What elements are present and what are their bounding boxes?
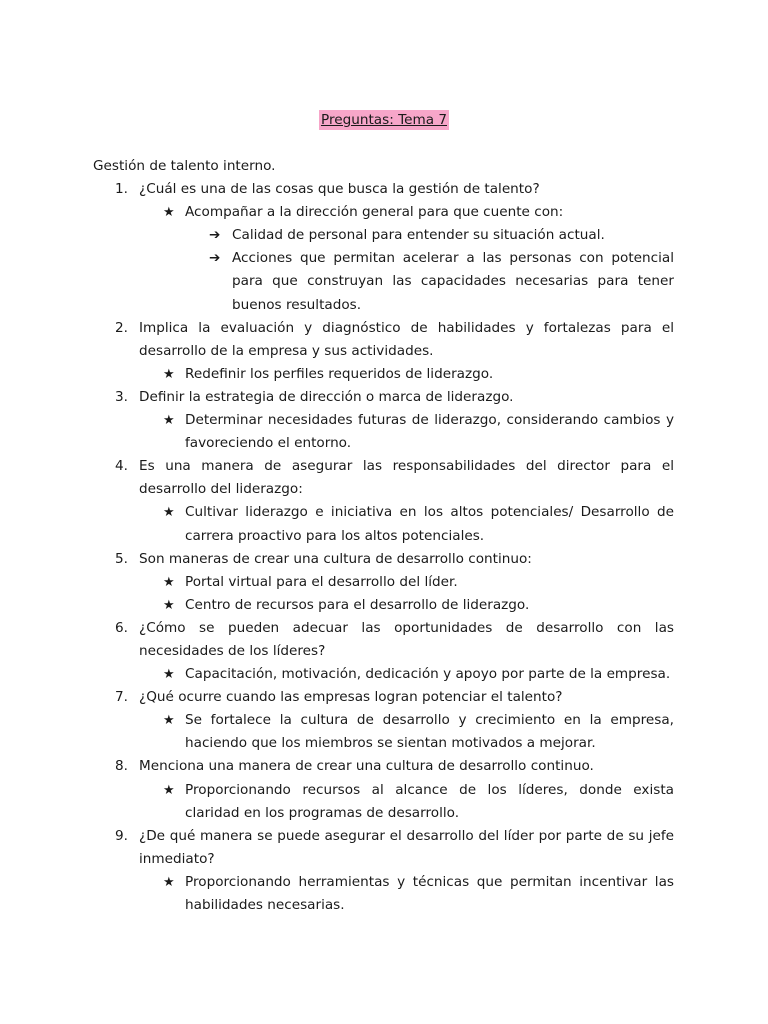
sub-answer-text: Acciones que permitan acelerar a las personas con potencial para que construyan las capacidades necesarias para tener buenos resultados.	[232, 250, 674, 313]
answer-text: Redefinir los perfiles requeridos de liderazgo.	[185, 365, 494, 382]
sub-answer-item	[93, 247, 674, 316]
arrow-bullet-icon: ➔	[209, 227, 221, 244]
question-item	[93, 617, 674, 663]
question-number: 4.	[115, 458, 128, 475]
question-text: Implica la evaluación y diagnóstico de habilidades y fortalezas para el desarrollo de la empresa y sus actividades.	[139, 319, 674, 359]
answer-item	[93, 709, 674, 755]
question-item	[93, 825, 674, 871]
answer-text: Determinar necesidades futuras de liderazgo, considerando cambios y favoreciendo el entorno.	[185, 412, 674, 452]
star-bullet-icon: ★	[163, 413, 175, 429]
answer-text: Capacitación, motivación, dedicación y apoyo por parte de la empresa.	[185, 666, 671, 683]
question-number: 1.	[115, 181, 128, 198]
question-item	[93, 386, 674, 409]
question-text: Son maneras de crear una cultura de desarrollo continuo:	[139, 550, 532, 567]
answer-text: Centro de recursos para el desarrollo de liderazgo.	[185, 596, 530, 613]
star-bullet-icon: ★	[163, 505, 175, 521]
star-bullet-icon: ★	[163, 782, 175, 798]
answer-item	[93, 871, 674, 917]
question-number: 2.	[115, 319, 128, 336]
question-number: 8.	[115, 758, 128, 775]
question-number: 3.	[115, 388, 128, 405]
question-text: Menciona una manera de crear una cultura de desarrollo continuo.	[139, 758, 594, 775]
star-bullet-icon: ★	[163, 205, 175, 221]
answer-text: Cultivar liderazgo e iniciativa en los altos potenciales/ Desarrollo de carrera proactivo para los altos potenciales.	[185, 504, 674, 544]
answer-item	[93, 201, 674, 224]
question-item	[93, 317, 674, 363]
answer-text: Proporcionando recursos al alcance de los líderes, donde exista claridad en los programas de desarrollo.	[185, 781, 674, 821]
star-bullet-icon: ★	[163, 713, 175, 729]
question-text: ¿Qué ocurre cuando las empresas logran potenciar el talento?	[139, 689, 563, 706]
sub-answer-text: Calidad de personal para entender su situación actual.	[232, 227, 605, 244]
page-title: Preguntas: Tema 7	[320, 112, 447, 128]
answer-item	[93, 501, 674, 547]
question-item	[93, 755, 674, 778]
question-text: Es una manera de asegurar las responsabilidades del director para el desarrollo del liderazgo:	[139, 458, 674, 498]
question-number: 7.	[115, 689, 128, 706]
sub-answer-item	[93, 224, 674, 247]
answer-item	[93, 409, 674, 455]
question-text: ¿Cuál es una de las cosas que busca la gestión de talento?	[139, 181, 540, 198]
question-item	[93, 178, 674, 201]
answer-item	[93, 571, 674, 594]
answer-text: Proporcionando herramientas y técnicas que permitan incentivar las habilidades necesarias.	[185, 873, 674, 913]
question-number: 9.	[115, 827, 128, 844]
answer-text: Se fortalece la cultura de desarrollo y crecimiento en la empresa, haciendo que los miembros se sientan motivados a mejorar.	[185, 712, 674, 752]
question-text: ¿De qué manera se puede asegurar el desarrollo del líder por parte de su jefe inmediato?	[139, 827, 674, 867]
answer-item	[93, 363, 674, 386]
question-item	[93, 455, 674, 501]
question-item	[93, 686, 674, 709]
star-bullet-icon: ★	[163, 597, 175, 613]
star-bullet-icon: ★	[163, 874, 175, 890]
answer-text: Portal virtual para el desarrollo del líder.	[185, 573, 458, 590]
section-heading: Gestión de talento interno.	[93, 158, 276, 174]
question-text: ¿Cómo se pueden adecuar las oportunidades de desarrollo con las necesidades de los líderes?	[139, 619, 674, 659]
question-list	[93, 178, 674, 917]
star-bullet-icon: ★	[163, 667, 175, 683]
question-number: 5.	[115, 550, 128, 567]
star-bullet-icon: ★	[163, 366, 175, 382]
answer-item	[93, 779, 674, 825]
answer-text: Acompañar a la dirección general para que cuente con:	[185, 204, 564, 221]
star-bullet-icon: ★	[163, 574, 175, 590]
question-number: 6.	[115, 619, 128, 636]
answer-item	[93, 594, 674, 617]
question-text: Definir la estrategia de dirección o marca de liderazgo.	[139, 388, 514, 405]
title-row	[0, 110, 768, 130]
document-body	[93, 155, 674, 917]
question-item	[93, 548, 674, 571]
arrow-bullet-icon: ➔	[209, 250, 221, 267]
answer-item	[93, 663, 674, 686]
